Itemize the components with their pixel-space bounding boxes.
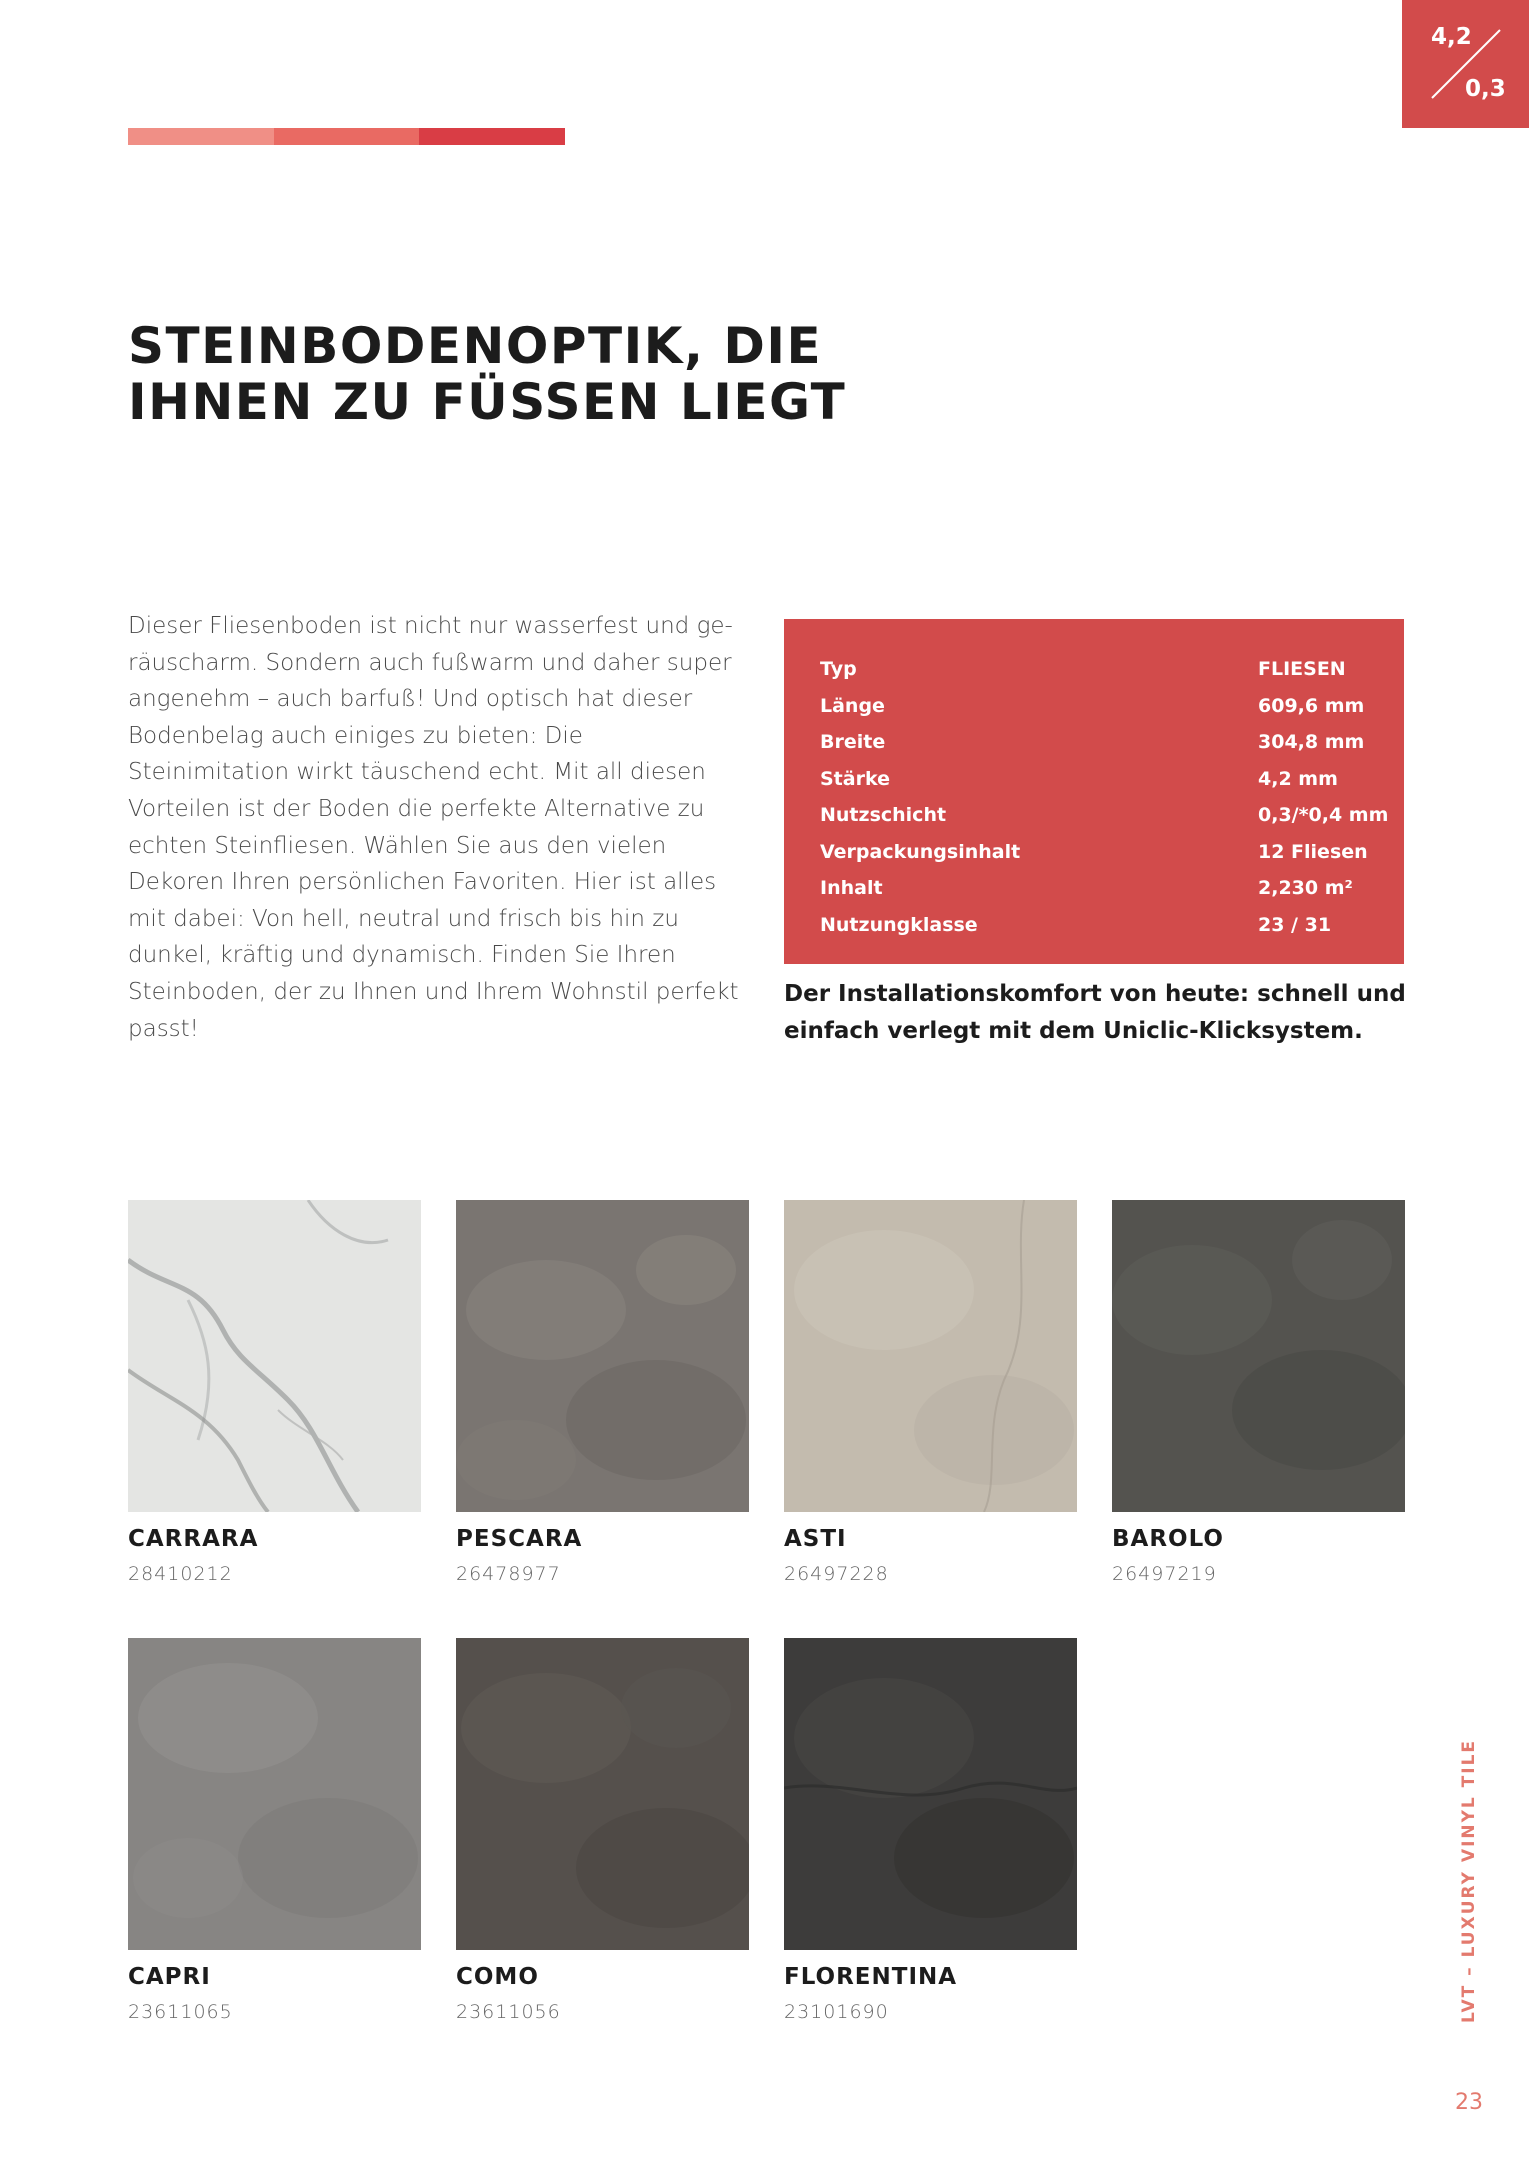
- spec-row: [784, 764, 1404, 801]
- spec-value: 0,3/*0,4 mm: [1258, 804, 1389, 826]
- tile-code: 28410212: [128, 1563, 233, 1585]
- spec-row: [784, 800, 1404, 837]
- tile-pescara: [456, 1200, 749, 1585]
- spec-label: Länge: [820, 694, 885, 717]
- spec-value: 2,230 m²: [1258, 877, 1353, 899]
- spec-value: 12 Fliesen: [1258, 840, 1368, 863]
- accent-segment-medium: [274, 128, 420, 145]
- tile-name: PESCARA: [456, 1526, 583, 1552]
- tile-asti: [784, 1200, 1077, 1585]
- tile-name: ASTI: [784, 1526, 847, 1552]
- tile-code: 26497228: [784, 1563, 889, 1585]
- tile-carrara: [128, 1200, 421, 1585]
- spec-value: 304,8 mm: [1258, 731, 1365, 753]
- tile-name: BAROLO: [1112, 1526, 1224, 1552]
- spec-value: 23 / 31: [1258, 913, 1332, 936]
- tile-name: CARRARA: [128, 1526, 259, 1552]
- thickness-badge: [1402, 0, 1529, 128]
- side-label: LVT – LUXURY VINYL TILE: [1459, 1738, 1479, 2023]
- title-line-1: STEINBODENOPTIK, DIE: [128, 317, 823, 375]
- tile-florentina: [784, 1638, 1077, 2023]
- tile-swatch-image: [456, 1638, 749, 1950]
- badge-wear-layer: 0,3: [1465, 76, 1506, 102]
- spec-row: [784, 873, 1404, 910]
- spec-label: Verpackungsinhalt: [820, 840, 1021, 863]
- intro-paragraph: Dieser Fliesenboden ist nicht nur wasserfest und geräuscharm. Sondern auch fußwarm und daher super angenehm – auch barfuß! Und optisch hat dieser Bodenbelag auch einiges zu bieten: Die Steinimitation wirkt täuschend echt. Mit all diesen Vorteilen ist der Boden die perfekte Alternative zu echten Steinfliesen. Wählen Sie aus den vielen Dekoren Ihren persönlichen Favoriten. Hier ist alles mit dabei: Von hell, neutral und frisch bis hin zu dunkel, kräftig und dynamisch. Finden Sie Ihren Steinboden, der zu Ihnen und Ihrem Wohnstil perfekt passt!: [128, 613, 739, 1042]
- badge-thickness: 4,2: [1431, 24, 1472, 50]
- spec-label: Nutzungklasse: [820, 913, 978, 936]
- diagonal-slash-icon: [1402, 0, 1529, 128]
- spec-value: FLIESEN: [1258, 658, 1346, 680]
- tile-code: 23611056: [456, 2001, 561, 2023]
- spec-label: Nutzschicht: [820, 804, 947, 826]
- tile-code: 26478977: [456, 1563, 561, 1585]
- spec-row: [784, 837, 1404, 874]
- page-title: [128, 318, 1028, 430]
- spec-label: Stärke: [820, 767, 890, 790]
- page-number: 23: [1455, 2090, 1483, 2115]
- spec-table: [784, 619, 1404, 964]
- tile-name: FLORENTINA: [784, 1964, 958, 1990]
- accent-segment-dark: [419, 128, 565, 145]
- accent-bar: [128, 128, 565, 145]
- spec-row: [784, 691, 1404, 728]
- tile-swatch-image: [128, 1200, 421, 1512]
- tile-como: [456, 1638, 749, 2023]
- tile-capri: [128, 1638, 421, 2023]
- tile-name: CAPRI: [128, 1964, 211, 1990]
- spec-row: [784, 654, 1404, 691]
- tile-code: 26497219: [1112, 1563, 1217, 1585]
- tile-swatch-image: [456, 1200, 749, 1512]
- spec-label: Breite: [820, 731, 886, 753]
- title-line-2: IHNEN ZU FÜSSEN LIEGT: [128, 373, 847, 431]
- tile-name: COMO: [456, 1964, 539, 1990]
- tile-code: 23101690: [784, 2001, 889, 2023]
- spec-row: [784, 727, 1404, 764]
- spec-row: [784, 910, 1404, 947]
- tile-swatch-image: [784, 1200, 1077, 1512]
- accent-segment-light: [128, 128, 274, 145]
- tile-code: 23611065: [128, 2001, 233, 2023]
- tile-barolo: [1112, 1200, 1405, 1585]
- tile-swatch-image: [1112, 1200, 1405, 1512]
- installation-note: Der Installationskomfort von heute: schnell und einfach verlegt mit dem Uniclic-Klicksystem.: [784, 981, 1406, 1044]
- tile-swatch-image: [784, 1638, 1077, 1950]
- spec-label: Typ: [820, 658, 857, 680]
- spec-value: 609,6 mm: [1258, 694, 1365, 717]
- tile-swatch-image: [128, 1638, 421, 1950]
- spec-label: Inhalt: [820, 877, 883, 899]
- spec-value: 4,2 mm: [1258, 767, 1338, 790]
